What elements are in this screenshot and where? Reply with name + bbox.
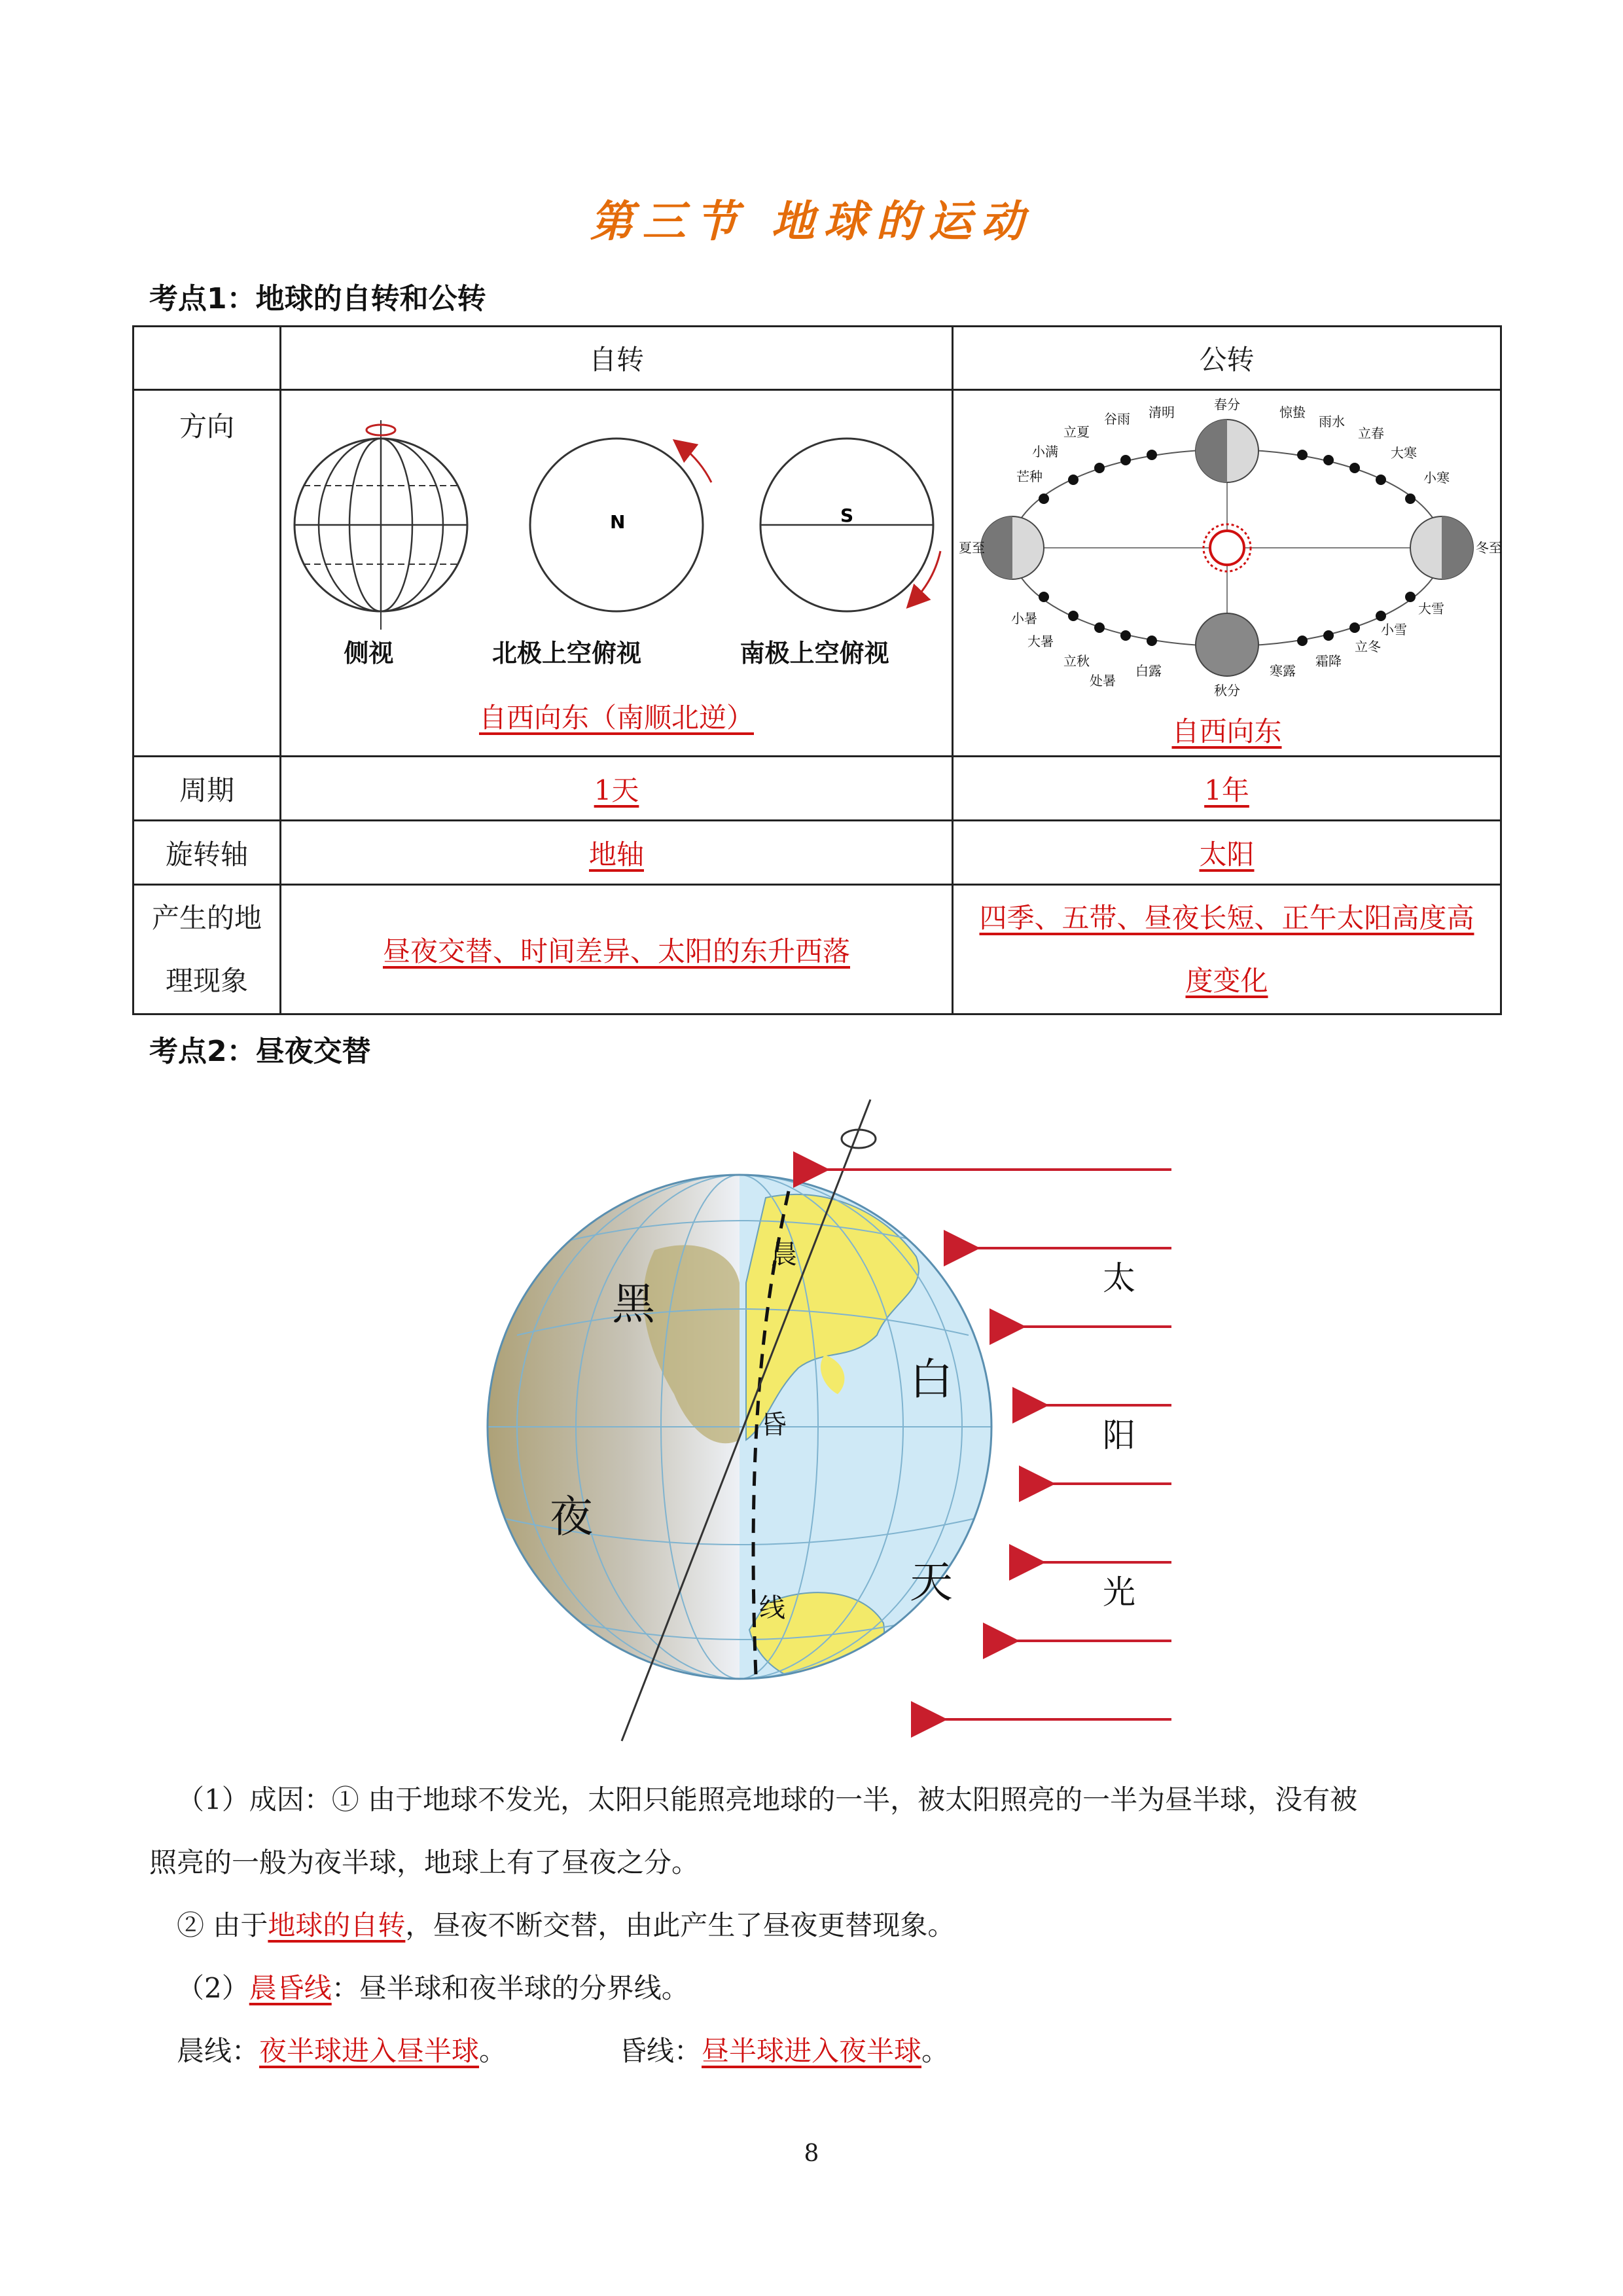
rotation-captions [281,633,952,669]
label-night-1: 黑 [612,1279,655,1329]
dawn-label: 晨线： [177,2035,260,2067]
rotation-direction-answer: 自西向东（南顺北逆） [478,702,754,734]
term-lichun: 立春 [1357,425,1384,441]
direction-label: 方向 [134,390,281,757]
term-xiazhi: 夏至 [958,539,985,556]
label-line-1: 晨 [771,1240,797,1270]
phenomena-label [134,885,281,1014]
term-qingming: 清明 [1148,404,1175,420]
label-sun-2: 阳 [1103,1416,1135,1454]
dusk-answer: 昼半球进入夜半球 [702,2035,922,2067]
paragraph-rotation-cause [177,1906,955,1945]
paragraph-dusk-line [619,2032,949,2071]
caption-north-view: 北极上空俯视 [491,639,641,668]
term-liqiu: 立秋 [1063,653,1090,669]
term-chushu: 处暑 [1089,672,1116,689]
rotation-period: 1天 [594,774,639,806]
dawn-period: 。 [479,2035,507,2067]
table-header-row [134,327,1501,390]
p2-prefix: ② 由于 [177,1909,268,1941]
term-hanlu: 寒露 [1269,662,1296,679]
rotation-revolution-table [132,325,1502,1015]
label-line-3: 线 [759,1593,785,1623]
phenomena-label-line1: 产生的地 [151,901,262,934]
paragraph-cause-line1: （1）成因：① 由于地球不发光，太阳只能照亮地球的一半，被太阳照亮的一半为昼半球，没有被 [177,1784,1358,1816]
term-xiaoshu: 小暑 [1010,610,1037,626]
period-row [134,757,1501,821]
p3-suffix: ：昼半球和夜半球的分界线。 [331,1972,689,2004]
term-xiaohan: 小寒 [1423,469,1450,486]
label-day-2: 天 [910,1557,953,1607]
side-view-globe [294,420,467,630]
term-bailu: 白露 [1135,662,1162,679]
term-dahan: 大寒 [1390,444,1417,461]
direction-row [134,390,1501,757]
south-pole-view [760,439,940,611]
term-yushui: 雨水 [1318,413,1345,429]
header-rotation: 自转 [281,327,953,390]
term-chunfen: 春分 [1213,396,1240,412]
axis-row [134,821,1501,885]
revolution-orbit-figure [958,396,1502,698]
p2-suffix: ，昼夜不断交替，由此产生了昼夜更替现象。 [405,1909,955,1941]
term-qiufen: 秋分 [1213,682,1240,698]
term-shuangjiang: 霜降 [1315,653,1342,669]
page-number: 8 [804,2140,819,2167]
p3-prefix: （2） [177,1972,249,2004]
label-sun-3: 光 [1103,1573,1135,1611]
term-lidong: 立冬 [1354,638,1381,655]
period-label: 周期 [134,757,281,821]
rotation-direction-cell [281,390,953,757]
revolution-direction-answer: 自西向东 [1171,715,1282,747]
label-night-2: 夜 [550,1492,593,1542]
term-lixia: 立夏 [1063,423,1090,440]
term-guyu: 谷雨 [1103,410,1130,427]
term-mangzhong: 芒种 [1016,468,1043,484]
revolution-period: 1年 [1204,774,1249,806]
header-revolution: 公转 [953,327,1501,390]
rotation-axis: 地轴 [588,838,644,870]
revolution-phenomena-line1: 四季、五带、昼夜长短、正午太阳高度高 [979,901,1474,934]
p3-answer: 晨昏线 [249,1972,332,2004]
term-dashu: 大暑 [1027,633,1054,649]
dusk-label: 昏线： [619,2035,702,2067]
caption-south-view: 南极上空俯视 [740,639,889,668]
header-empty [134,327,281,390]
p2-answer: 地球的自转 [268,1909,406,1941]
paragraph-dawn-line [177,2032,507,2071]
section-heading-day-night: 考点2：昼夜交替 [149,1035,371,1068]
dusk-period: 。 [921,2035,950,2067]
north-pole-view [530,439,711,611]
term-jingzhe: 惊蛰 [1279,404,1306,420]
rotation-diagrams [281,410,952,736]
label-line-2: 昏 [760,1410,787,1440]
phenomena-row [134,885,1501,1014]
caption-side-view: 侧视 [344,639,394,668]
revolution-axis: 太阳 [1199,838,1255,870]
north-letter: N [610,511,626,533]
term-daxue: 大雪 [1418,600,1444,617]
day-night-globe-figure [458,1086,1191,1774]
rotation-phenomena: 昼夜交替、时间差异、太阳的东升西落 [382,935,850,967]
axis-label: 旋转轴 [134,821,281,885]
paragraph-terminator [177,1969,689,2008]
term-xiaoman: 小满 [1031,443,1058,459]
south-letter: S [840,505,854,526]
sun-icon [1204,524,1251,571]
label-sun-1: 太 [1103,1259,1135,1297]
dawn-answer: 夜半球进入昼半球 [259,2035,480,2067]
term-dongzhi: 冬至 [1475,539,1502,556]
paragraph-cause-line2: 照亮的一般为夜半球，地球上有了昼夜之分。 [149,1846,700,1878]
label-day-1: 白 [910,1354,953,1405]
page-title: 第三节 地球的运动 [590,196,1033,247]
phenomena-label-line2: 理现象 [165,964,248,997]
term-xiaoxue: 小雪 [1380,621,1407,637]
revolution-direction-cell [953,390,1501,757]
revolution-phenomena-line2: 度变化 [1185,964,1268,997]
section-heading-rotation-revolution: 考点1：地球的自转和公转 [149,282,486,315]
rotation-globes-figure [289,410,944,626]
